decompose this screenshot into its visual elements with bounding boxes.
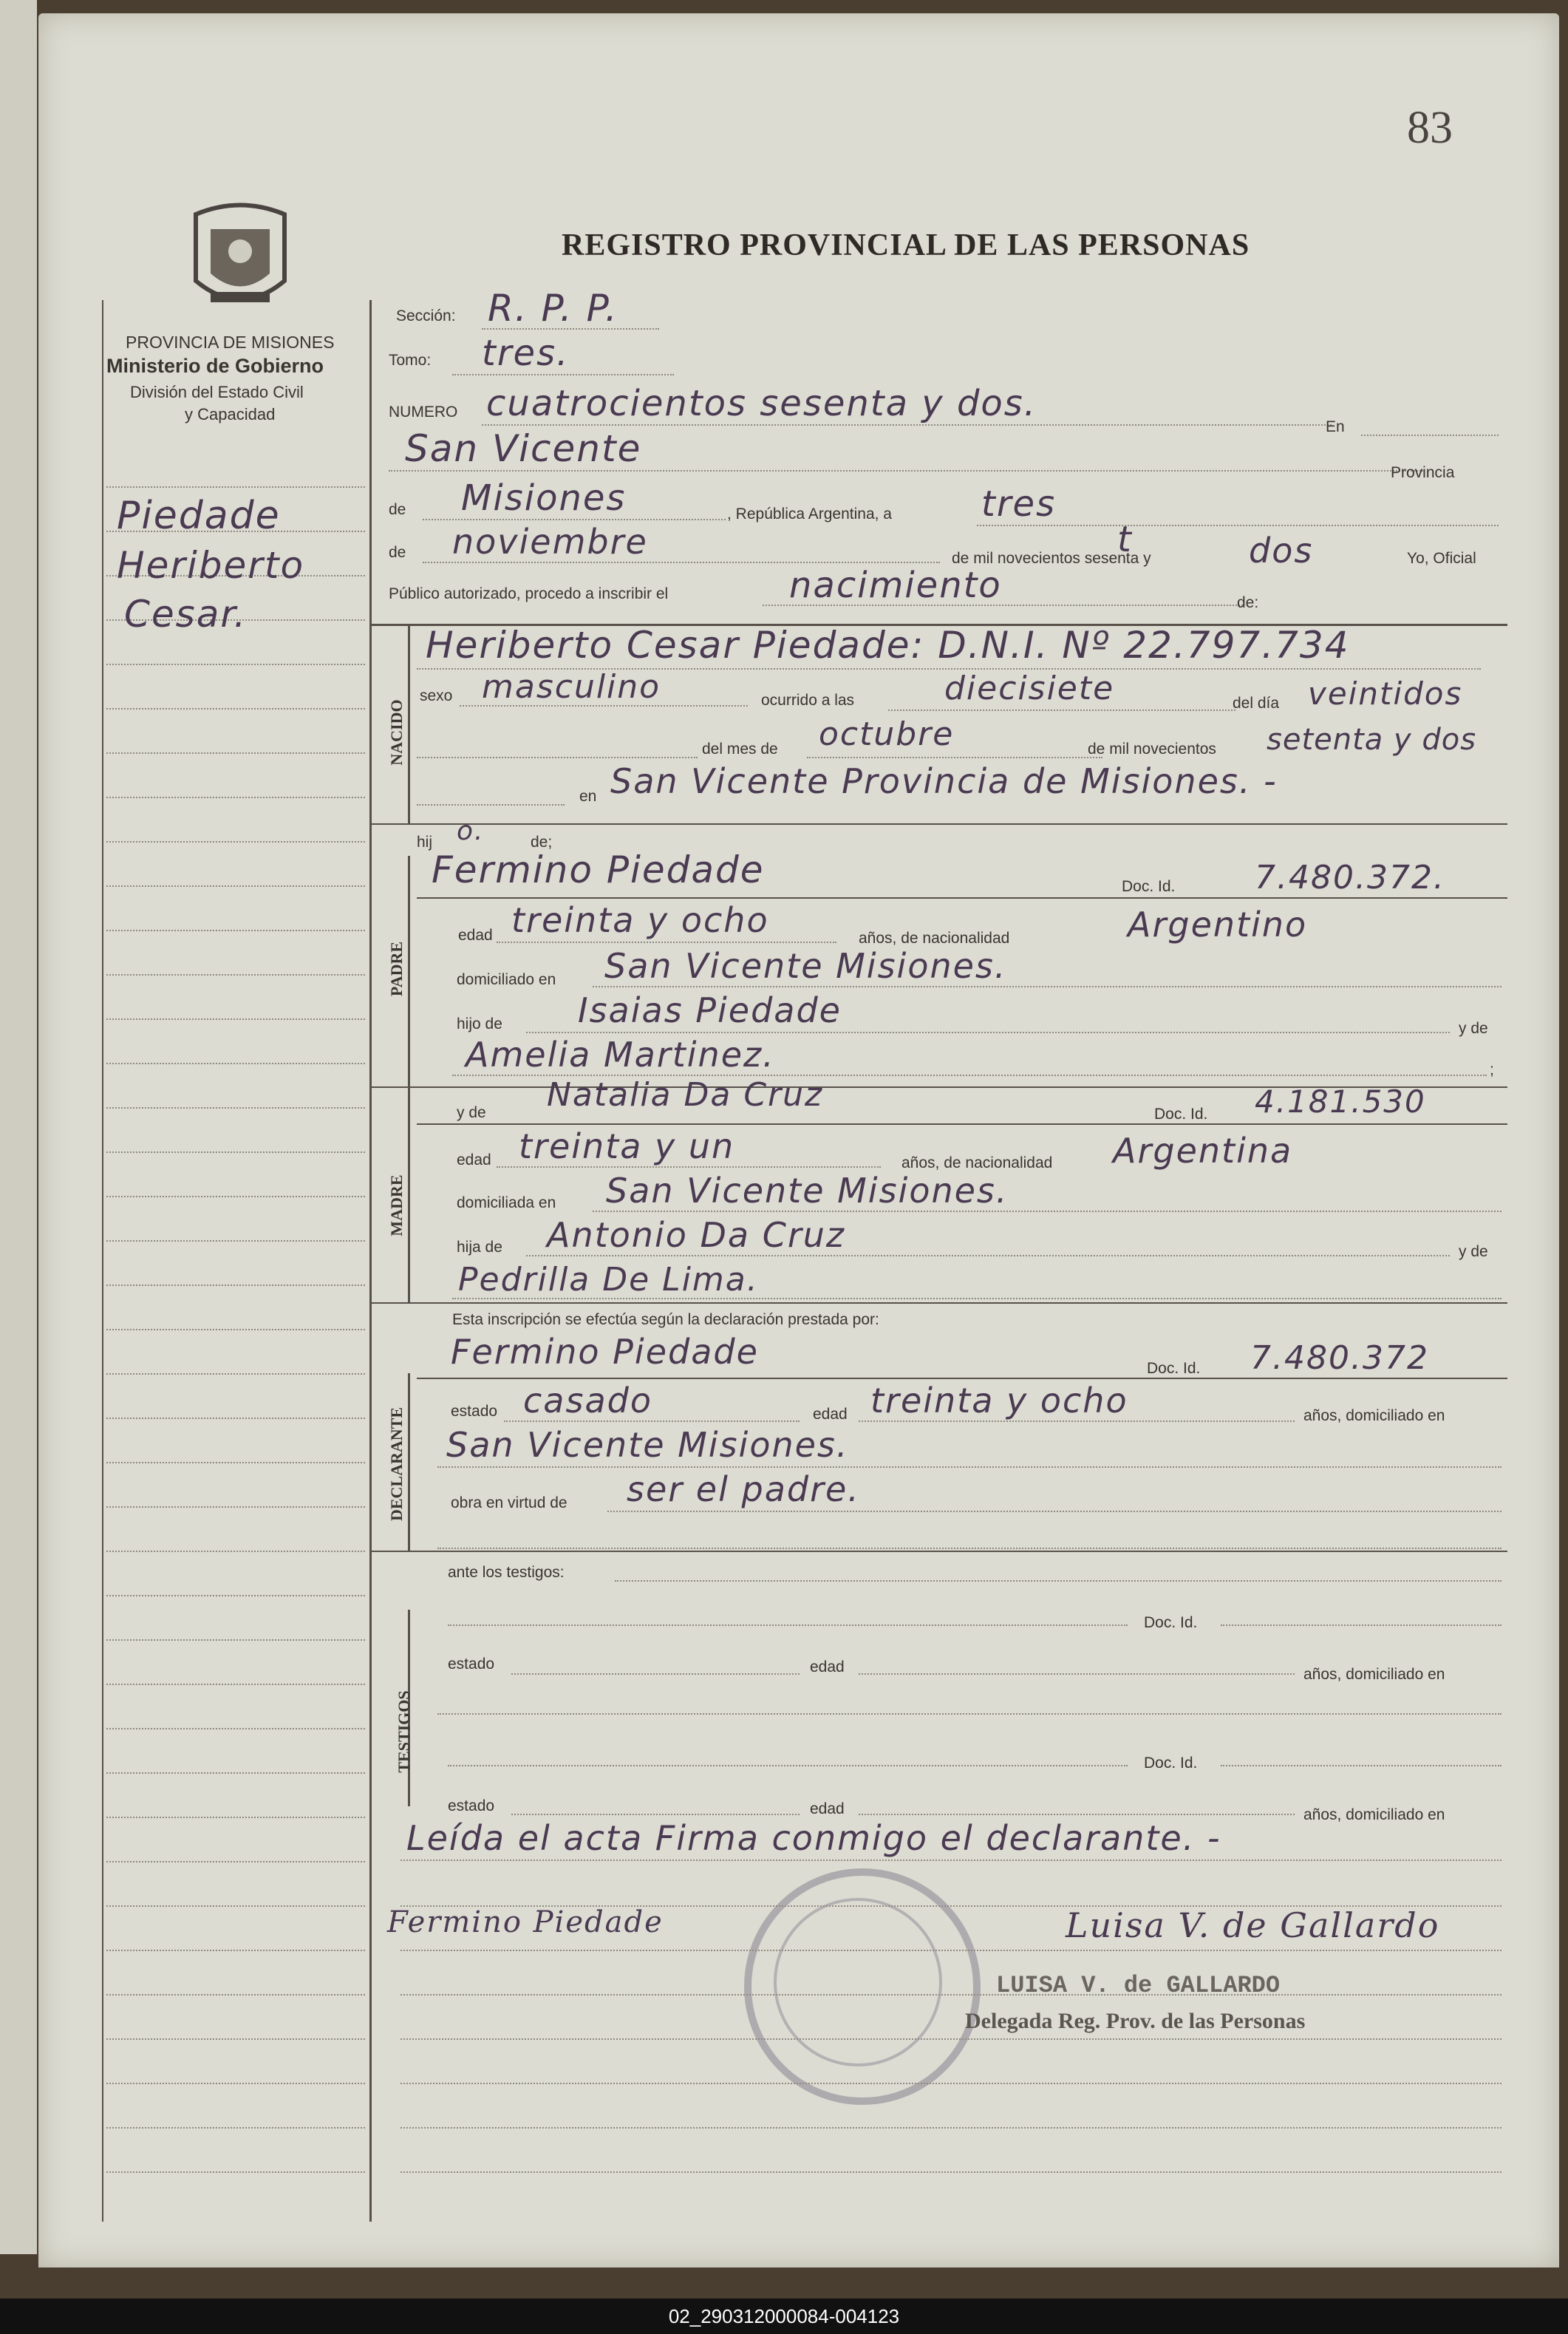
label-de-mil-2: de mil novecientos	[1088, 741, 1216, 758]
office-ministry: Ministerio de Gobierno	[106, 355, 324, 377]
label-edad-padre: edad	[458, 927, 493, 944]
field-ciudad: San Vicente	[405, 427, 642, 470]
madre-hija-de: Antonio Da Cruz	[547, 1215, 846, 1255]
madre-nacionalidad: Argentina	[1113, 1131, 1293, 1171]
registry-title: REGISTRO PROVINCIAL DE LAS PERSONAS	[562, 228, 1250, 262]
label-de-2: de	[389, 544, 406, 561]
label-yo-oficial: Yo, Oficial	[1407, 550, 1476, 567]
label-numero: NUMERO	[389, 404, 458, 421]
label-doc-padre: Doc. Id.	[1122, 878, 1176, 895]
label-nac-padre: años, de nacionalidad	[859, 930, 1010, 947]
label-republica: , República Argentina, a	[727, 506, 892, 523]
nacido-lugar: San Vicente Provincia de Misiones. -	[610, 761, 1278, 801]
nacido-hij-suffix: o.	[457, 816, 485, 846]
madre-edad: treinta y un	[519, 1126, 735, 1166]
sello-oficial-nombre: LUISA V. de GALLARDO	[996, 1972, 1281, 1999]
firma-declarante: Fermino Piedade	[387, 1905, 664, 1939]
padre-doc: 7.480.372.	[1255, 859, 1445, 896]
label-ante-testigos: ante los testigos:	[448, 1564, 565, 1581]
label-del-dia: del día	[1233, 695, 1280, 712]
padre-semicolon: ;	[1490, 1061, 1494, 1078]
label-estado-testigo-2: estado	[448, 1797, 495, 1814]
padre-domicilio: San Vicente Misiones.	[604, 946, 1007, 986]
madre-domicilio: San Vicente Misiones.	[606, 1171, 1009, 1211]
field-tomo: tres.	[482, 333, 570, 374]
madre-doc: 4.181.530	[1255, 1083, 1426, 1120]
side-label-madre: MADRE	[387, 1174, 406, 1236]
column-divider	[369, 300, 372, 2222]
office-capacity: y Capacidad	[185, 405, 276, 423]
margin-surname: Piedade	[117, 494, 281, 538]
label-doc-testigo-2: Doc. Id.	[1144, 1755, 1198, 1772]
madre-y-de: Pedrilla De Lima.	[458, 1261, 759, 1299]
label-anos-dom-testigo-2: años, domiciliado en	[1303, 1806, 1445, 1823]
nacido-dia: veintidos	[1308, 676, 1463, 712]
firma-oficial: Luisa V. de Gallardo	[1066, 1905, 1440, 1945]
label-inscripcion: Esta inscripción se efectúa según la declaración prestada por:	[452, 1311, 879, 1328]
label-en-2: en	[579, 788, 597, 805]
field-seccion: R. P. P.	[488, 287, 618, 330]
nacido-nombre: Heriberto Cesar Piedade: D.N.I. Nº 22.797.734	[426, 624, 1350, 667]
label-tomo: Tomo:	[389, 352, 432, 369]
label-y-de-madre: y de	[457, 1104, 486, 1121]
label-del-mes: del mes de	[702, 741, 778, 758]
label-edad-testigo-2: edad	[810, 1800, 845, 1817]
label-de-3: de;	[531, 834, 553, 851]
office-division: División del Estado Civil	[130, 383, 304, 401]
margin-first-name: Heriberto	[117, 544, 305, 587]
declarante-estado: casado	[523, 1381, 652, 1421]
field-anio-mark: t	[1117, 519, 1133, 560]
label-seccion: Sección:	[396, 307, 456, 324]
madre-nombre: Natalia Da Cruz	[547, 1076, 824, 1114]
field-mes: noviembre	[452, 522, 648, 562]
padre-nombre: Fermino Piedade	[432, 848, 765, 891]
label-de-mil: de mil novecientos sesenta y	[952, 550, 1151, 567]
label-edad-testigo-1: edad	[810, 1658, 845, 1675]
label-nac-madre: años, de nacionalidad	[901, 1154, 1053, 1171]
label-domicilio-madre: domiciliada en	[457, 1194, 556, 1211]
side-label-nacido: NACIDO	[387, 699, 406, 766]
label-obra: obra en virtud de	[451, 1494, 567, 1511]
office-province: PROVINCIA DE MISIONES	[126, 333, 335, 352]
label-hij: hij	[417, 834, 433, 851]
label-de-colon: de:	[1237, 594, 1259, 611]
label-hija-de: hija de	[457, 1239, 502, 1256]
label-sexo: sexo	[420, 687, 453, 704]
padre-hijo-de: Isaias Piedade	[578, 990, 842, 1030]
nacido-mes: octubre	[819, 715, 955, 753]
declarante-edad: treinta y ocho	[870, 1381, 1128, 1421]
declarante-obra: ser el padre.	[627, 1469, 860, 1509]
label-anos-dom-testigo-1: años, domiciliado en	[1303, 1666, 1445, 1683]
label-doc-testigo-1: Doc. Id.	[1144, 1614, 1198, 1631]
label-en: En	[1326, 418, 1345, 435]
declarante-domicilio: San Vicente Misiones.	[446, 1425, 849, 1465]
label-de-1: de	[389, 501, 406, 518]
sello-oficial-cargo: Delegada Reg. Prov. de las Personas	[965, 2009, 1306, 2033]
label-publico: Público autorizado, procedo a inscribir el	[389, 585, 669, 602]
nacido-sexo: masculino	[482, 668, 661, 706]
label-estado-testigo-1: estado	[448, 1656, 495, 1673]
label-anos-dom-declarante: años, domiciliado en	[1303, 1407, 1445, 1424]
padre-y-de: Amelia Martinez.	[466, 1035, 775, 1075]
footer-id: 02_290312000084-004123	[0, 2299, 1568, 2334]
padre-top-rule	[369, 823, 1507, 825]
side-label-padre: PADRE	[387, 941, 406, 997]
label-domicilio-padre: domiciliado en	[457, 971, 556, 988]
padre-nacionalidad: Argentino	[1128, 905, 1308, 945]
nacido-hora: diecisiete	[944, 670, 1115, 707]
label-doc-madre: Doc. Id.	[1154, 1106, 1208, 1123]
left-border	[102, 300, 103, 2222]
cierre-texto: Leída el acta Firma conmigo el declarante. -	[406, 1818, 1221, 1858]
declarante-nombre: Fermino Piedade	[451, 1332, 759, 1372]
label-edad-declarante: edad	[813, 1406, 848, 1423]
label-y-de-madre-2: y de	[1459, 1243, 1488, 1260]
field-acto: nacimiento	[789, 565, 1002, 606]
field-numero: cuatrocientos sesenta y dos.	[486, 383, 1037, 424]
label-ocurrido: ocurrido a las	[761, 692, 855, 709]
label-hijo-de: hijo de	[457, 1015, 502, 1032]
declarante-doc: 7.480.372	[1250, 1339, 1429, 1377]
label-estado-declarante: estado	[451, 1403, 498, 1420]
label-provincia: Provincia	[1391, 464, 1455, 481]
previous-page-edge	[0, 0, 37, 2254]
provincial-crest-icon	[185, 200, 296, 318]
field-provincia: Misiones	[461, 477, 627, 519]
side-label-testigos: TESTIGOS	[395, 1690, 413, 1773]
label-edad-madre: edad	[457, 1151, 491, 1168]
label-doc-declarante: Doc. Id.	[1147, 1360, 1201, 1377]
field-dia: tres	[981, 483, 1057, 525]
label-y-de-padre: y de	[1459, 1020, 1488, 1037]
nacido-anio: setenta y dos	[1267, 723, 1477, 757]
padre-edad: treinta y ocho	[511, 900, 769, 940]
page-number: 83	[1407, 103, 1453, 153]
margin-second-name: Cesar.	[124, 593, 248, 636]
field-anio: dos	[1249, 531, 1314, 571]
side-label-declarante: DECLARANTE	[387, 1406, 406, 1522]
certificate-page	[38, 13, 1559, 2267]
